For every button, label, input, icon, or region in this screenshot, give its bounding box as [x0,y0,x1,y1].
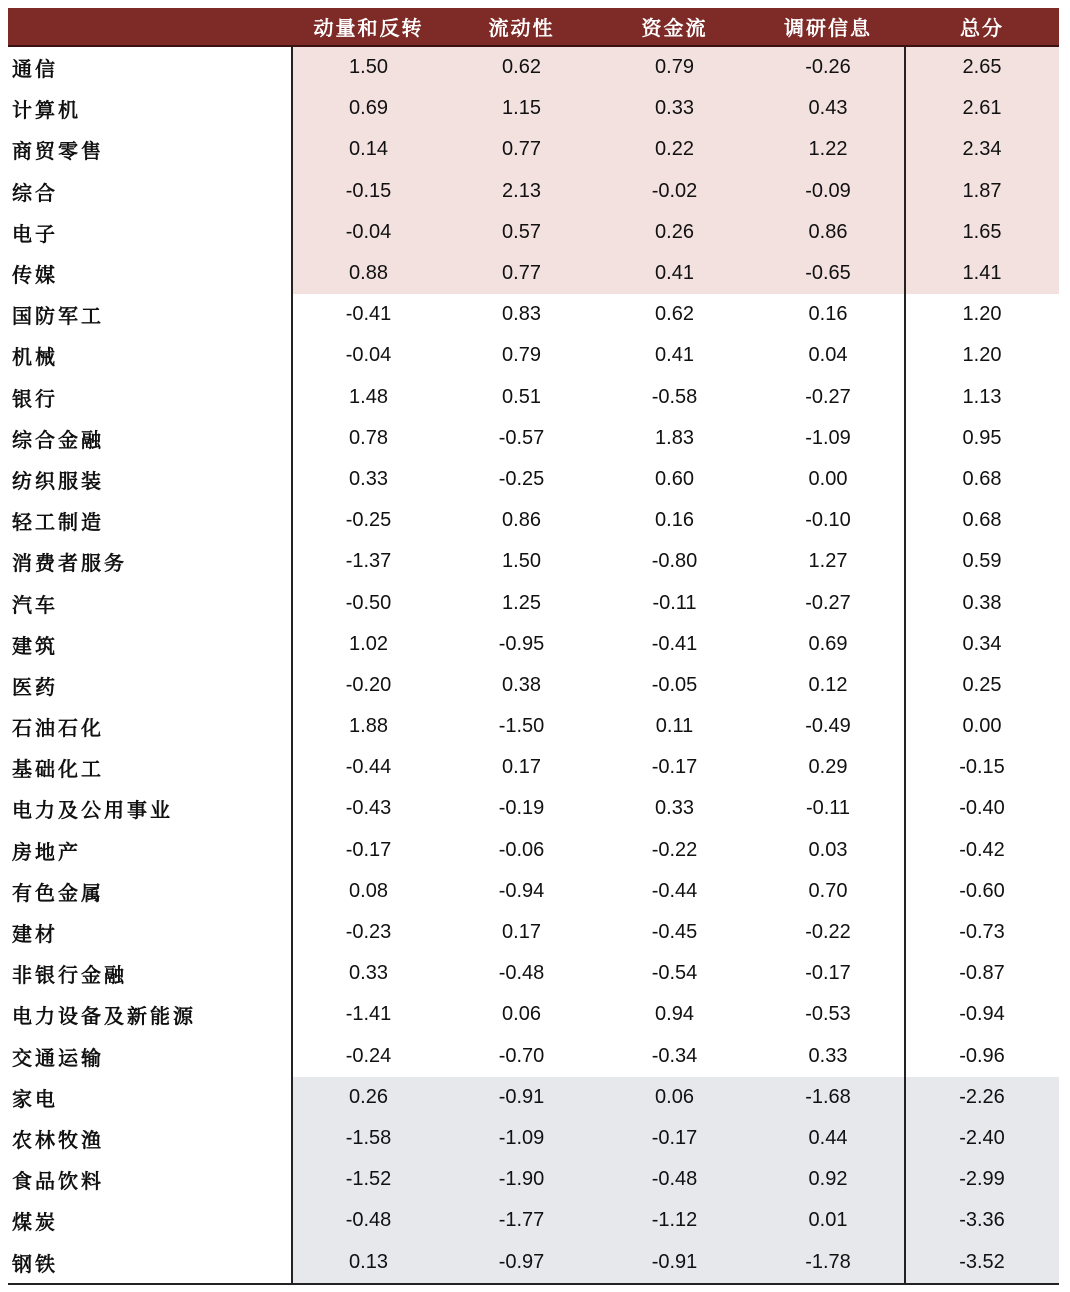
industry-name: 汽车 [8,582,292,623]
momentum-reversal-value: -1.37 [292,541,445,582]
table-row [8,912,1059,953]
research-info-value: -0.49 [751,706,905,747]
fund-flow-value: 0.79 [598,47,751,88]
header-research-info: 调研信息 [784,16,872,40]
liquidity-value: 1.50 [445,541,598,582]
table-row [8,88,1059,129]
fund-flow-value: 0.41 [598,253,751,294]
liquidity-value: -1.90 [445,1159,598,1200]
table-row [8,994,1059,1035]
industry-name: 商贸零售 [8,129,292,170]
table-row [8,500,1059,541]
table-row [8,665,1059,706]
liquidity-value: -0.57 [445,418,598,459]
table-row [8,129,1059,170]
table-row [8,212,1059,253]
score-table [8,8,1059,1285]
liquidity-value: -0.97 [445,1241,598,1282]
fund-flow-value: -0.41 [598,624,751,665]
fund-flow-value: 0.62 [598,294,751,335]
industry-name: 电子 [8,212,292,253]
table-row [8,1118,1059,1159]
fund-flow-value: 0.22 [598,129,751,170]
industry-name: 钢铁 [8,1241,292,1282]
fund-flow-value: -0.48 [598,1159,751,1200]
fund-flow-value: 0.33 [598,788,751,829]
momentum-reversal-value: -0.04 [292,212,445,253]
table-row [8,1200,1059,1241]
momentum-reversal-value: -0.50 [292,582,445,623]
total-score-value: -0.96 [905,1036,1059,1077]
liquidity-value: 0.06 [445,994,598,1035]
research-info-value: -0.53 [751,994,905,1035]
fund-flow-value: -0.02 [598,171,751,212]
momentum-reversal-value: 0.08 [292,871,445,912]
liquidity-value: 0.83 [445,294,598,335]
momentum-reversal-value: 0.78 [292,418,445,459]
table-row [8,47,1059,88]
industry-name: 通信 [8,47,292,88]
fund-flow-value: 0.06 [598,1077,751,1118]
research-info-value: 0.00 [751,459,905,500]
momentum-reversal-value: 0.33 [292,459,445,500]
header-fund-flow: 资金流 [641,16,708,40]
total-score-value: -0.60 [905,871,1059,912]
total-score-value: 0.68 [905,459,1059,500]
total-score-value: 1.41 [905,253,1059,294]
liquidity-value: 2.13 [445,171,598,212]
research-info-value: -0.27 [751,377,905,418]
table-row [8,1077,1059,1118]
fund-flow-value: -0.22 [598,830,751,871]
research-info-value: -0.26 [751,47,905,88]
research-info-value: 1.22 [751,129,905,170]
momentum-reversal-value: 1.50 [292,47,445,88]
table-row [8,335,1059,376]
total-score-value: 0.00 [905,706,1059,747]
liquidity-value: -0.91 [445,1077,598,1118]
total-score-value: 0.34 [905,624,1059,665]
total-score-value: 0.25 [905,665,1059,706]
liquidity-value: 1.15 [445,88,598,129]
table-row [8,953,1059,994]
liquidity-value: 0.86 [445,500,598,541]
total-score-value: -2.99 [905,1159,1059,1200]
table-row [8,418,1059,459]
total-score-value: 1.13 [905,377,1059,418]
research-info-value: -1.68 [751,1077,905,1118]
table-row [8,171,1059,212]
table-row [8,1159,1059,1200]
momentum-reversal-value: 0.13 [292,1241,445,1282]
industry-name: 基础化工 [8,747,292,788]
liquidity-value: 0.77 [445,253,598,294]
table-row [8,830,1059,871]
total-score-value: 0.68 [905,500,1059,541]
header-industry [8,8,292,45]
fund-flow-value: -0.05 [598,665,751,706]
research-info-value: 0.44 [751,1118,905,1159]
industry-name: 综合金融 [8,418,292,459]
column-divider-left [291,47,293,1283]
research-info-value: 1.27 [751,541,905,582]
fund-flow-value: -0.58 [598,377,751,418]
research-info-value: -0.17 [751,953,905,994]
momentum-reversal-value: 1.02 [292,624,445,665]
momentum-reversal-value: -0.48 [292,1200,445,1241]
total-score-value: -2.26 [905,1077,1059,1118]
total-score-value: -3.52 [905,1241,1059,1282]
total-score-value: 1.87 [905,171,1059,212]
total-score-value: -0.87 [905,953,1059,994]
fund-flow-value: -0.45 [598,912,751,953]
momentum-reversal-value: -1.58 [292,1118,445,1159]
fund-flow-value: -0.11 [598,582,751,623]
total-score-value: 2.34 [905,129,1059,170]
table-row [8,871,1059,912]
total-score-value: -0.40 [905,788,1059,829]
fund-flow-value: -0.34 [598,1036,751,1077]
momentum-reversal-value: 0.69 [292,88,445,129]
industry-name: 计算机 [8,88,292,129]
industry-name: 医药 [8,665,292,706]
fund-flow-value: -0.17 [598,747,751,788]
table-rows [8,47,1059,1283]
research-info-value: 0.16 [751,294,905,335]
research-info-value: 0.43 [751,88,905,129]
research-info-value: 0.04 [751,335,905,376]
header-total-score: 总分 [960,16,1004,40]
liquidity-value: -1.77 [445,1200,598,1241]
industry-name: 电力设备及新能源 [8,994,292,1035]
momentum-reversal-value: 0.33 [292,953,445,994]
total-score-value: 0.38 [905,582,1059,623]
liquidity-value: -0.19 [445,788,598,829]
industry-name: 房地产 [8,830,292,871]
industry-name: 家电 [8,1077,292,1118]
total-score-value: 1.20 [905,294,1059,335]
total-score-value: 1.20 [905,335,1059,376]
total-score-value: -0.73 [905,912,1059,953]
research-info-value: -1.09 [751,418,905,459]
momentum-reversal-value: 0.26 [292,1077,445,1118]
momentum-reversal-value: 0.14 [292,129,445,170]
industry-name: 非银行金融 [8,953,292,994]
liquidity-value: 0.77 [445,129,598,170]
research-info-value: -0.09 [751,171,905,212]
fund-flow-value: 0.33 [598,88,751,129]
liquidity-value: 0.62 [445,47,598,88]
research-info-value: -0.22 [751,912,905,953]
liquidity-value: -0.70 [445,1036,598,1077]
fund-flow-value: 1.83 [598,418,751,459]
research-info-value: -1.78 [751,1241,905,1282]
research-info-value: 0.69 [751,624,905,665]
industry-name: 石油石化 [8,706,292,747]
fund-flow-value: -0.44 [598,871,751,912]
table-bottom-rule [8,1283,1059,1285]
table-row [8,541,1059,582]
momentum-reversal-value: -0.43 [292,788,445,829]
momentum-reversal-value: -0.04 [292,335,445,376]
liquidity-value: -1.50 [445,706,598,747]
table-row [8,459,1059,500]
momentum-reversal-value: -1.41 [292,994,445,1035]
momentum-reversal-value: 1.48 [292,377,445,418]
research-info-value: 0.12 [751,665,905,706]
momentum-reversal-value: -1.52 [292,1159,445,1200]
liquidity-value: -1.09 [445,1118,598,1159]
table-row [8,788,1059,829]
research-info-value: -0.10 [751,500,905,541]
industry-name: 建筑 [8,624,292,665]
research-info-value: -0.11 [751,788,905,829]
momentum-reversal-value: -0.24 [292,1036,445,1077]
industry-name: 国防军工 [8,294,292,335]
total-score-value: 0.59 [905,541,1059,582]
industry-name: 综合 [8,171,292,212]
fund-flow-value: 0.11 [598,706,751,747]
table-row [8,582,1059,623]
liquidity-value: 0.51 [445,377,598,418]
fund-flow-value: 0.16 [598,500,751,541]
total-score-value: 2.65 [905,47,1059,88]
momentum-reversal-value: -0.41 [292,294,445,335]
total-score-value: 1.65 [905,212,1059,253]
total-score-value: 0.95 [905,418,1059,459]
total-score-value: -3.36 [905,1200,1059,1241]
table-row [8,377,1059,418]
total-score-value: -0.42 [905,830,1059,871]
total-score-value: -0.94 [905,994,1059,1035]
liquidity-value: -0.06 [445,830,598,871]
liquidity-value: -0.94 [445,871,598,912]
liquidity-value: -0.48 [445,953,598,994]
industry-name: 煤炭 [8,1200,292,1241]
table-row [8,1241,1059,1282]
industry-name: 食品饮料 [8,1159,292,1200]
liquidity-value: -0.95 [445,624,598,665]
fund-flow-value: -0.17 [598,1118,751,1159]
momentum-reversal-value: 1.88 [292,706,445,747]
research-info-value: -0.27 [751,582,905,623]
industry-name: 交通运输 [8,1036,292,1077]
research-info-value: 0.03 [751,830,905,871]
total-score-value: -0.15 [905,747,1059,788]
momentum-reversal-value: -0.20 [292,665,445,706]
header-momentum-reversal: 动量和反转 [313,16,424,40]
table-row [8,294,1059,335]
table-row [8,1036,1059,1077]
fund-flow-value: 0.60 [598,459,751,500]
liquidity-value: 1.25 [445,582,598,623]
liquidity-value: 0.57 [445,212,598,253]
research-info-value: 0.33 [751,1036,905,1077]
momentum-reversal-value: -0.44 [292,747,445,788]
industry-name: 电力及公用事业 [8,788,292,829]
liquidity-value: -0.25 [445,459,598,500]
liquidity-value: 0.79 [445,335,598,376]
momentum-reversal-value: -0.15 [292,171,445,212]
industry-name: 机械 [8,335,292,376]
momentum-reversal-value: -0.17 [292,830,445,871]
research-info-value: 0.86 [751,212,905,253]
table-row [8,253,1059,294]
research-info-value: -0.65 [751,253,905,294]
fund-flow-value: 0.41 [598,335,751,376]
momentum-reversal-value: -0.23 [292,912,445,953]
fund-flow-value: 0.94 [598,994,751,1035]
industry-name: 银行 [8,377,292,418]
research-info-value: 0.29 [751,747,905,788]
research-info-value: 0.01 [751,1200,905,1241]
fund-flow-value: -1.12 [598,1200,751,1241]
industry-name: 纺织服装 [8,459,292,500]
liquidity-value: 0.17 [445,747,598,788]
momentum-reversal-value: -0.25 [292,500,445,541]
fund-flow-value: -0.91 [598,1241,751,1282]
industry-name: 消费者服务 [8,541,292,582]
industry-name: 有色金属 [8,871,292,912]
fund-flow-value: -0.80 [598,541,751,582]
momentum-reversal-value: 0.88 [292,253,445,294]
total-score-value: -2.40 [905,1118,1059,1159]
table-row [8,624,1059,665]
table-row [8,706,1059,747]
table-header [8,8,1059,47]
industry-name: 农林牧渔 [8,1118,292,1159]
total-score-value: 2.61 [905,88,1059,129]
research-info-value: 0.92 [751,1159,905,1200]
column-divider-right [904,47,906,1283]
table-body [8,47,1059,1283]
fund-flow-value: 0.26 [598,212,751,253]
industry-name: 传媒 [8,253,292,294]
fund-flow-value: -0.54 [598,953,751,994]
header-liquidity: 流动性 [488,16,555,40]
table-row [8,747,1059,788]
industry-name: 建材 [8,912,292,953]
liquidity-value: 0.17 [445,912,598,953]
industry-name: 轻工制造 [8,500,292,541]
research-info-value: 0.70 [751,871,905,912]
liquidity-value: 0.38 [445,665,598,706]
